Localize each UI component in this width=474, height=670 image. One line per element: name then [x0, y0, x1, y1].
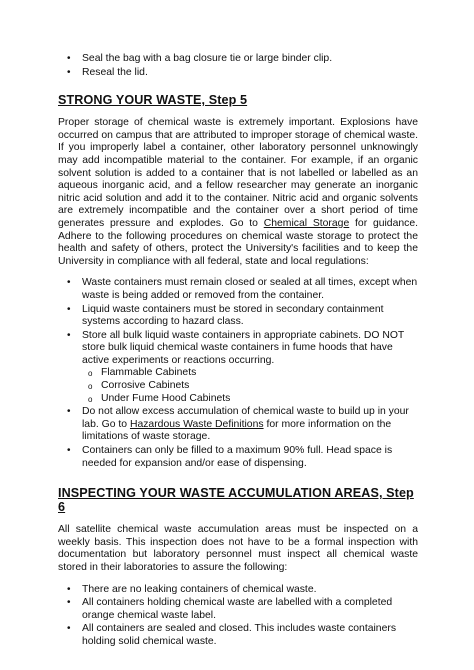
step5-heading: STRONG YOUR WASTE, Step 5	[58, 93, 248, 108]
list-item	[58, 330, 418, 406]
list-item-text-1: Do not allow excess accumulation of chemical waste to build up in your lab. Go to	[82, 406, 409, 430]
sub-list-item: o Corrosive Cabinets	[58, 380, 418, 393]
document-page	[58, 53, 418, 650]
sub-list-item: o Flammable Cabinets	[58, 367, 418, 380]
list-item: • Containers can only be filled to a maximum 90% full. Head space is needed for expansion and/or ease of dispensing.	[58, 445, 418, 470]
list-item-text: Store all bulk liquid waste containers in appropriate cabinets. DO NOT store bulk liquid chemical waste containers in fume hoods that have active experiments or reactions occurring.	[82, 329, 405, 366]
list-item: • Reseal the lid.	[58, 67, 418, 80]
step6-paragraph: All satellite chemical waste accumulation areas must be inspected on a weekly basis. This inspection does not have to be a formal inspection with documentation but laboratory personnel must inspect all chemical waste stored in their laboratories to assure the following:	[58, 524, 418, 573]
step5-paragraph	[58, 117, 418, 268]
list-item-text-2: for more information on the limitations of waste storage.	[82, 418, 392, 443]
top-bullet-list	[58, 53, 418, 79]
list-item: • Seal the bag with a bag closure tie or large binder clip.	[58, 53, 418, 66]
step6-bullet-list	[58, 584, 418, 649]
step5-bullet-list	[58, 277, 418, 470]
list-item: • All containers holding chemical waste are labelled with a completed orange chemical waste label.	[58, 597, 418, 622]
list-item: • All containers are sealed and closed. This includes waste containers holding solid chemical waste.	[58, 623, 418, 648]
step5-paragraph-text-1: Proper storage of chemical waste is extremely important. Explosions have occurred on campus that are attributed to improper storage of chemical waste. If you improperly label a container, other laboratory personnel unknowingly may add incompatible material to the container. For example, if an organic solvent solution is added to a container that is not labelled or labelled as an aqueous inorganic acid, and a fellow researcher may generate an inorganic nitric acid solution and add it to the container. Nitric acid and organic solvents are extremely incompatible and the container over a short period of time generates pressure and explodes. Go to	[58, 117, 418, 229]
step6-heading: INSPECTING YOUR WASTE ACCUMULATION AREAS, Step 6	[58, 486, 414, 515]
sub-list-item: o Under Fume Hood Cabinets	[58, 393, 418, 406]
list-item: • Waste containers must remain closed or sealed at all times, except when waste is being added or removed from the container.	[58, 277, 418, 302]
cabinet-sub-list	[58, 367, 418, 405]
hazardous-waste-definitions-link[interactable]: Hazardous Waste Definitions	[129, 418, 264, 430]
list-item: • There are no leaking containers of chemical waste.	[58, 584, 418, 597]
list-item	[58, 406, 418, 444]
step5-paragraph-text-2: for guidance. Adhere to the following procedures on chemical waste storage to protect the health and safety of others, protect the University's facilities and to keep the University in compliance with all federal, state and local regulations:	[58, 217, 419, 267]
chemical-storage-link[interactable]: Chemical Storage	[263, 217, 350, 229]
list-item: • Liquid waste containers must be stored in secondary containment systems according to hazard class.	[58, 304, 418, 329]
